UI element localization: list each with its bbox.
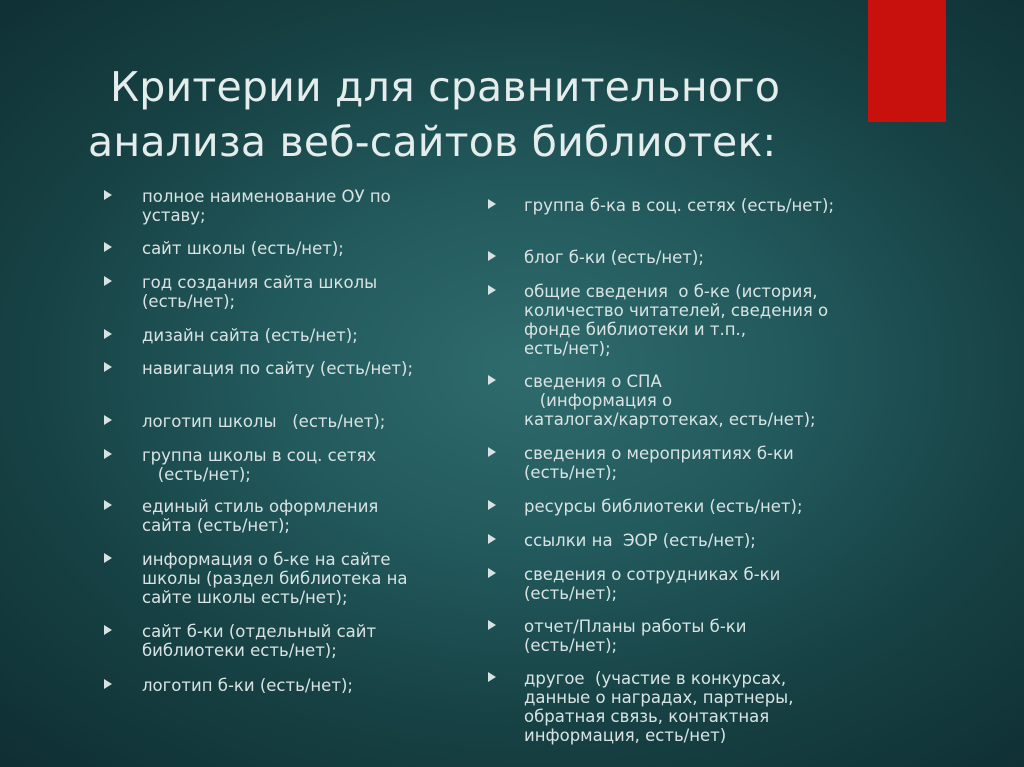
list-item-text: информация о б-ке на сайте школы (раздел библиотека на сайте школы есть/нет); [142,550,408,607]
list-item-text: общие сведения о б-ке (история, количество читателей, сведения о фонде библиотеки и т.п., есть/нет); [524,282,829,358]
list-item [142,187,391,225]
bullet-arrow-icon [104,415,112,425]
list-item [524,497,803,516]
bullet-arrow-icon [488,251,496,261]
list-item-text: год создания сайта школы (есть/нет); [142,273,378,311]
list-item-text: сайт б-ки (отдельный сайт библиотеки есть/нет); [142,622,377,660]
bullet-arrow-icon [488,672,496,682]
bullet-arrow-icon [488,199,496,209]
slide-title [88,60,848,170]
red-accent-bar [868,0,946,122]
list-item-text: сведения о СПА (информация о каталогах/картотеках, есть/нет); [524,372,816,429]
bullet-arrow-icon [488,500,496,510]
list-item-text: другое (участие в конкурсах, данные о наградах, партнеры, обратная связь, контактная информация, есть/нет) [524,669,794,745]
list-item-text: группа б-ка в соц. сетях (есть/нет); [524,196,835,215]
list-item [524,196,834,215]
list-item-text: сведения о сотрудниках б-ки (есть/нет); [524,565,781,603]
list-item-text: ссылки на ЭОР (есть/нет); [524,531,756,550]
list-item-text: навигация по сайту (есть/нет); [142,359,414,378]
list-item [142,622,376,660]
list-item [142,326,358,345]
list-item [524,617,746,655]
list-item [142,239,344,258]
list-item [142,273,377,311]
slide-title-line-1: Критерии для сравнительного [110,63,781,111]
list-item [524,531,756,550]
list-item [142,359,413,378]
list-item [142,550,408,607]
bullet-arrow-icon [104,679,112,689]
list-item-text: дизайн сайта (есть/нет); [142,326,358,345]
list-item [524,669,793,745]
bullet-arrow-icon [104,553,112,563]
bullet-arrow-icon [488,568,496,578]
list-item [524,282,828,358]
bullet-arrow-icon [104,362,112,372]
bullet-arrow-icon [104,190,112,200]
bullet-arrow-icon [104,625,112,635]
list-item-text: полное наименование ОУ по уставу; [142,187,391,225]
list-item [142,446,376,484]
list-item-text: логотип школы (есть/нет); [142,412,386,431]
list-item [142,497,378,535]
bullet-arrow-icon [488,375,496,385]
list-item-text: ресурсы библиотеки (есть/нет); [524,497,803,516]
list-item [524,372,816,429]
list-item-text: логотип б-ки (есть/нет); [142,676,353,695]
list-item-text: блог б-ки (есть/нет); [524,248,704,267]
bullet-arrow-icon [488,534,496,544]
list-item-text: группа школы в соц. сетях (есть/нет); [142,446,377,484]
bullet-arrow-icon [104,242,112,252]
slide-title-line-2: анализа веб-сайтов библиотек: [88,118,777,166]
list-item-text: сведения о мероприятиях б-ки (есть/нет); [524,444,794,482]
bullet-arrow-icon [488,447,496,457]
bullet-arrow-icon [104,276,112,286]
bullet-arrow-icon [104,329,112,339]
list-item-text: единый стиль оформления сайта (есть/нет); [142,497,379,535]
list-item [142,676,353,695]
list-item [142,412,385,431]
list-item-text: сайт школы (есть/нет); [142,239,344,258]
list-item [524,444,794,482]
list-item [524,565,780,603]
bullet-arrow-icon [104,449,112,459]
bullet-arrow-icon [488,285,496,295]
list-item-text: отчет/Планы работы б-ки (есть/нет); [524,617,747,655]
bullet-arrow-icon [104,500,112,510]
list-item [524,248,704,267]
bullet-arrow-icon [488,620,496,630]
